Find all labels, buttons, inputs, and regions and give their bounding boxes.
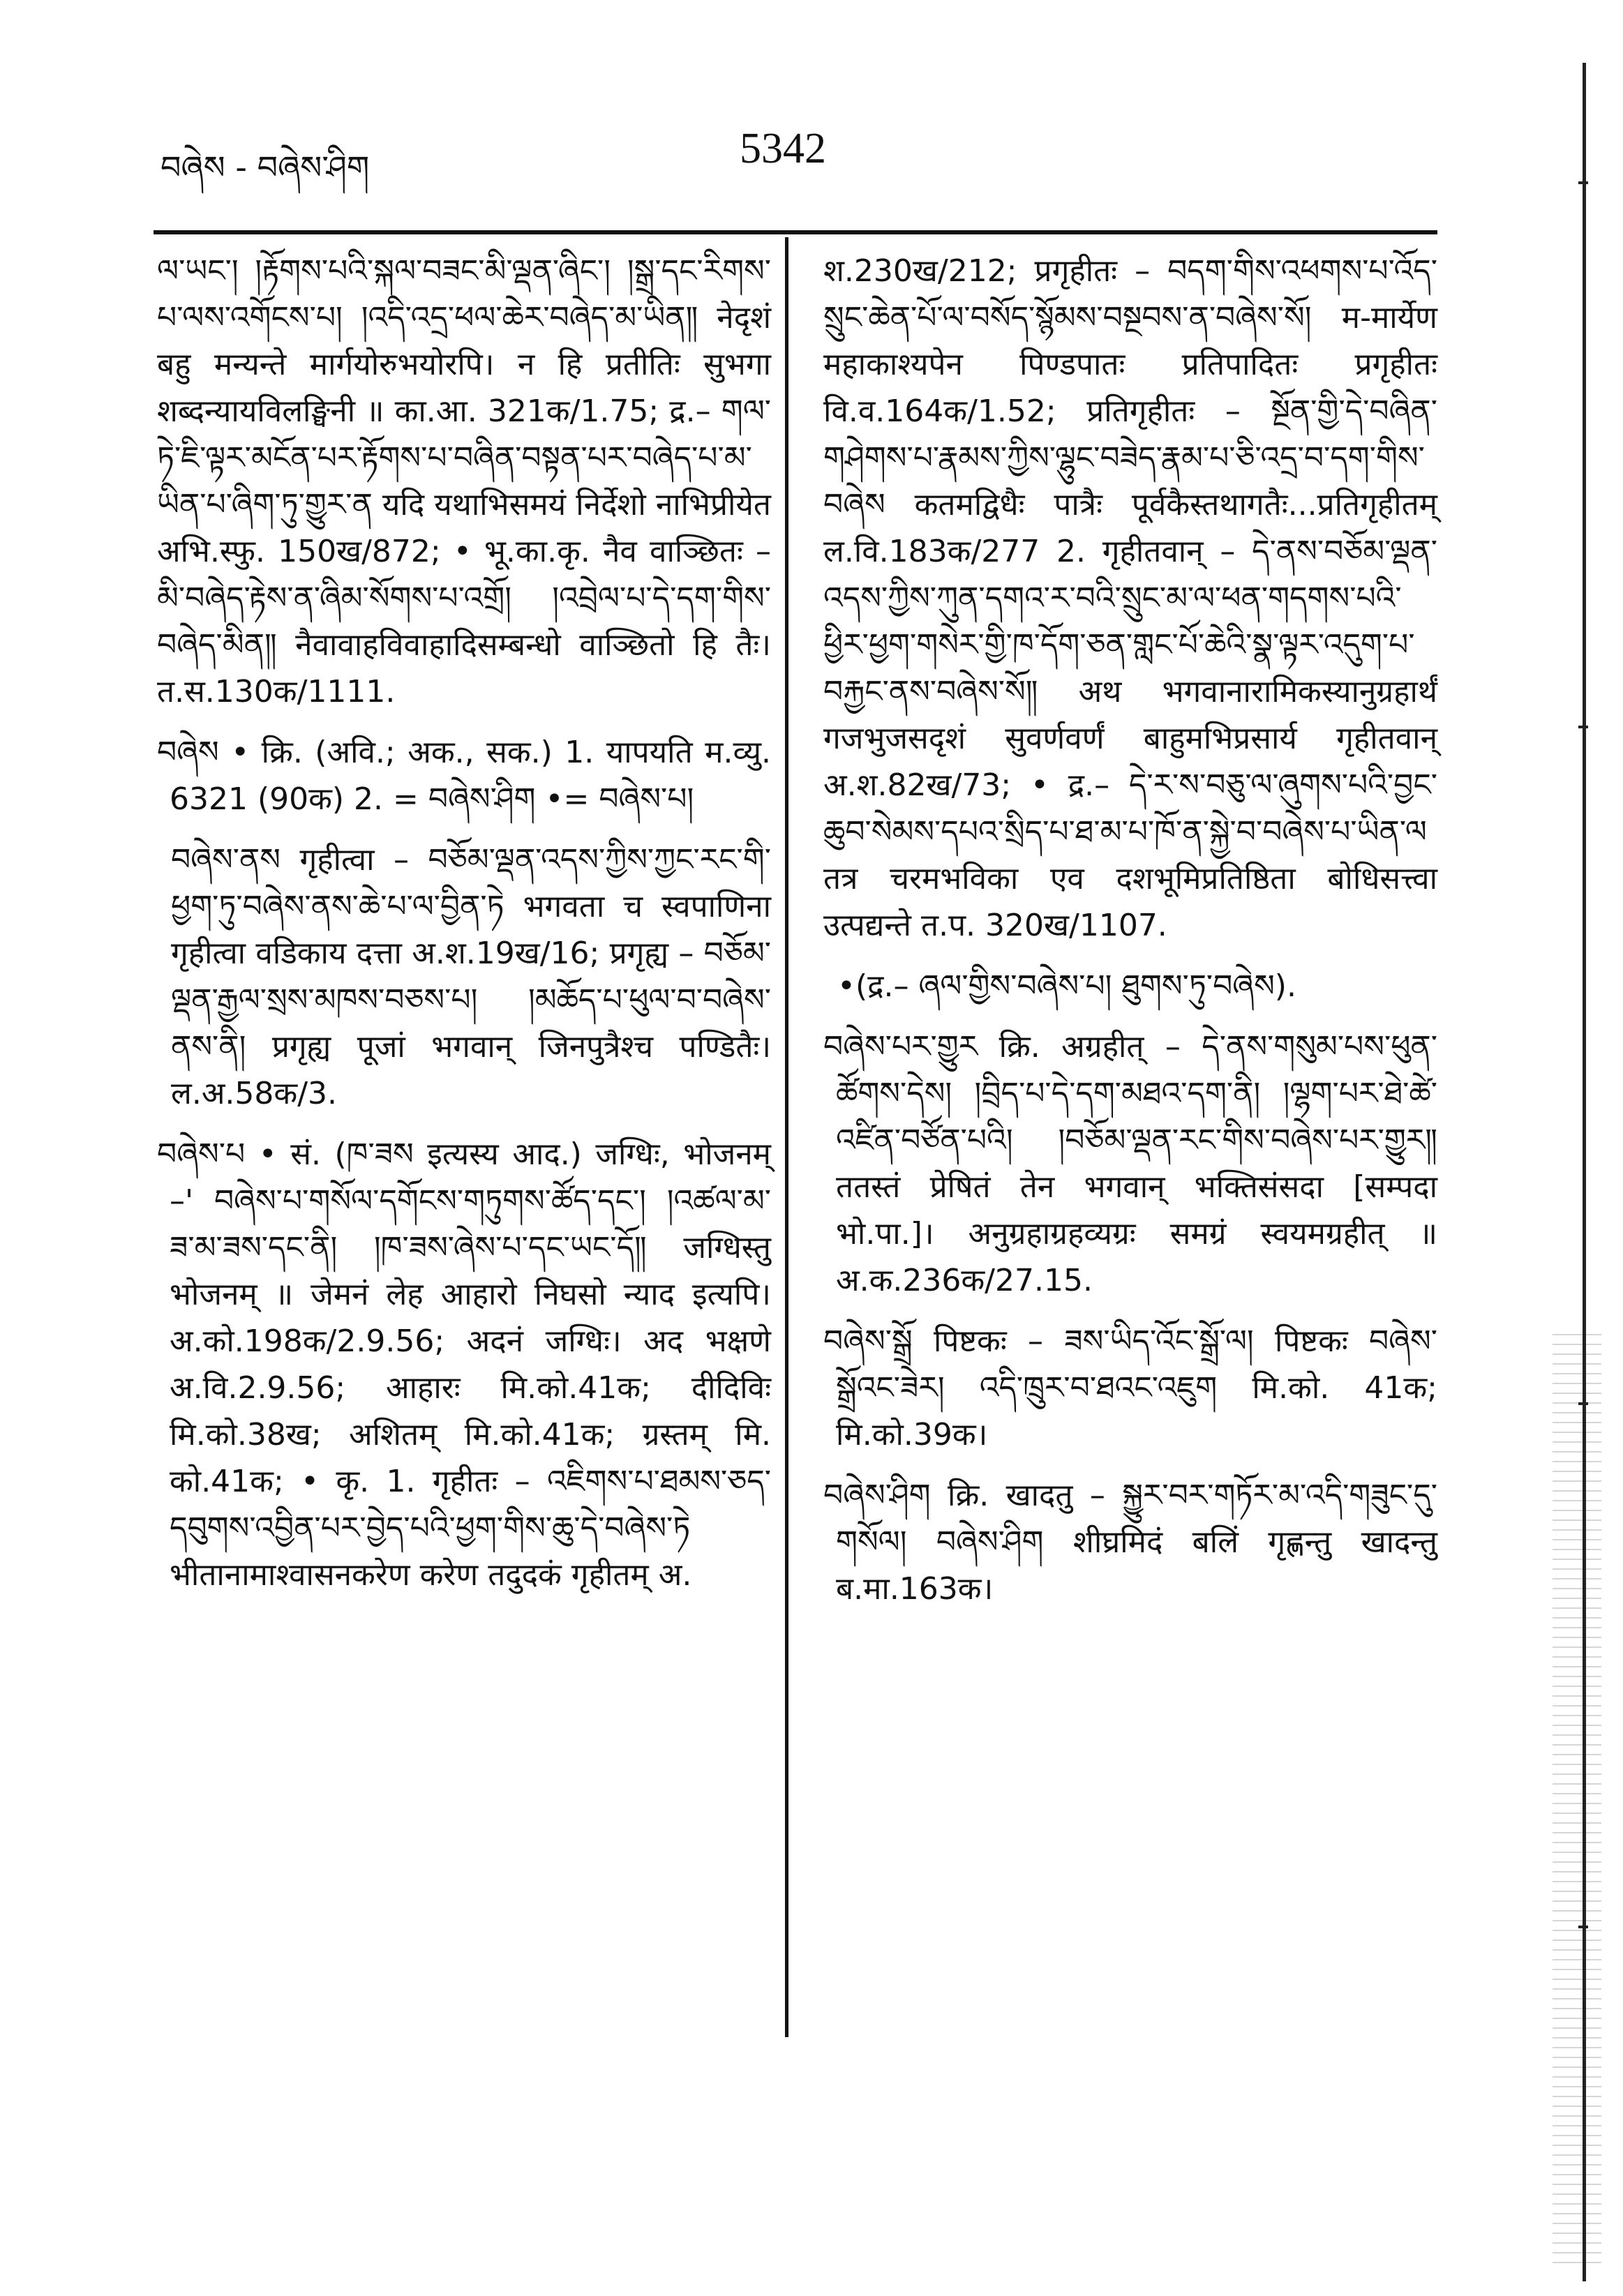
- scan-edge-tick: [1578, 726, 1588, 728]
- scan-edge-tick: [1578, 1402, 1588, 1405]
- entry-continuation: ལ་ཡང་། །རྟོགས་པའི་སྐལ་བཟང་མི་ལྡན་ཞིང་། །སྒྲ་དང་རིགས་པ་ལས་འགོངས་པ། །འདི་འདྲ་ཕལ་ཆེར་བཞེད་མ་ཡིན༎ नेदृशं बहु मन्यन्ते मार्गयोरुभयोरपि। न हि प्रतीतिः सुभगा शब्दन्यायविलङ्घिनी ॥ का.आ. 321क/1.75; द्र.– གལ་ཏེ་ཇི་ལྟར་མངོན་པར་རྟོགས་པ་བཞིན་བསྟན་པར་བཞེད་པ་མ་ཡིན་པ་ཞིག་ཏུ་གྱུར་ན यदि यथाभिसमयं निर्देशो नाभिप्रीयेत अभि.स्फु. 150ख/872; • भू.का.कृ. नैव वाञ्छितः – མི་བཞེད་རྟེས་ན་ཞིམ་སོགས་པ་འགྲོ། །འབྲེལ་པ་དེ་དག་གིས་བཞེད་མིན༎ नैवावाहविवाहादिसम्बन्धो वाञ्छितो हि तैः। त.स.130क/1111.: [157, 253, 771, 710]
- dictionary-entry: བཞེས་པ • सं. (ཁ་ཟས इत्यस्य आद.) जग्धिः, भोजनम् –' བཞེས་པ་གསོལ་དགོངས་གཏུགས་ཚོད་དང་། །འཚལ་མ་ཟ་མ་ཟས་དང་ནི། །ཁ་ཟས་ཞེས་པ་དང་ཡང་དོ༎ जग्धिस्तु भोजनम् ॥ जेमनं लेह आहारो निघसो न्याद इत्यपि। अ.को.198क/2.9.56; अदनं जग्धिः। अद भक्षणे अ.वि.2.9.56; आहारः मि.को.41क; दीदिविः मि.को.38ख; अशितम् मि.को.41क; ग्रस्तम् मि. को.41क; • कृ. 1. गृहीतः – འཇིགས་པ་ཐམས་ཅད་དབུགས་འབྱིན་པར་བྱེད་པའི་ཕྱག་གིས་ཆུ་དེ་བཞེས་ཏེ भीतानामाश्वासनकरेण करेण तदुदकं गृहीतम् अ.: [157, 1136, 771, 1593]
- scan-edge-tick: [1578, 181, 1588, 184]
- header-rule: [154, 230, 1437, 234]
- dictionary-entry: བཞེས་པར་གྱུར क्रि. अग्रहीत् – དེ་ནས་གསུམ་པས་ཕུན་ཚོགས་དེས། །བྲིད་པ་དེ་དག་མཐའ་དག་ནི། །ལྷག་པར་ཐེ་ཚེ་འཛིན་བཙོན་པའི། །བཅོམ་ལྡན་རང་གིས་བཞེས་པར་གྱུར༎ ततस्तं प्रेषितं तेन भगवान् भक्तिसंसदा [सम्पदा भो.पा.]। अनुग्रहाग्रहव्यग्रः समग्रं स्वयमग्रहीत् ॥ अ.क.236क/27.15.: [823, 1029, 1437, 1298]
- page-number: 5342: [740, 125, 826, 172]
- left-column: [157, 248, 771, 1612]
- running-headword: བཞེས - བཞེས་ཤིག: [160, 149, 370, 186]
- cross-reference: •(द्र.– ཞལ་གྱིས་བཞེས་པ། ཐུགས་ཏུ་བཞེས).: [837, 968, 1296, 1004]
- entry-continuation: श.230ख/212; प्रगृहीतः – བདག་གིས་འཕགས་པ་འོད་སྲུང་ཆེན་པོ་ལ་བསོད་སྙོམས་བསྔབས་ན་བཞེས་སོ། म-मार्येण महाकाश्यपेन पिण्डपातः प्रतिपादितः प्रगृहीतः वि.व.164क/1.52; प्रतिगृहीतः – སྔོན་གྱི་དེ་བཞིན་གཤེགས་པ་རྣམས་ཀྱིས་ལྷུང་བཟེད་རྣམ་པ་ཅི་འདྲ་བ་དག་གིས་བཞེས कतमद्विधैः पात्रैः पूर्वकैस्तथागतैः...प्रतिगृहीतम् ल.वि.183क/277 2. गृहीतवान् – དེ་ནས་བཅོམ་ལྡན་འདས་ཀྱིས་ཀུན་དགའ་ར་བའི་སྲུང་མ་ལ་ཕན་གདགས་པའི་ཕྱིར་ཕྱག་གསེར་གྱི་ཁ་དོག་ཅན་གླང་པོ་ཆེའི་སྣ་ལྟར་འདུག་པ་བརྐྱང་ནས་བཞེས་སོ༎ अथ भगवानारामिकस्यानुग्रहार्थं गजभुजसदृशं सुवर्णवर्णं बाहुमभिप्रसार्य गृहीतवान् अ.श.82ख/73; • द्र.– དེ་ར་ས་བཅུ་ལ་ཞུགས་པའི་བྱང་ཆུབ་སེམས་དཔའ་སྲིད་པ་ཐ་མ་པ་ཁོ་ན་སྐྱེ་བ་བཞེས་པ་ཡིན་ལ तत्र चरमभविका एव दशभूमिप्रतिष्ठिता बोधिसत्त्वा उत्पद्यन्ते त.प. 320ख/1107.: [823, 253, 1437, 943]
- right-column: [823, 248, 1437, 1626]
- column-divider: [785, 237, 788, 2037]
- scan-edge-noise: [1553, 1326, 1601, 2267]
- scan-edge-line: [1583, 63, 1586, 2281]
- page-header: [154, 119, 1444, 195]
- dictionary-entry: བཞེས་སྒྲོ पिष्टकः – ཟས་ཡིད་འོང་སྒྲོ་ལ། पिष्टकः བཞེས་སྒྲོའང་ཟེར། འདི་ཁྲུར་བ་ཐའང་འཇུག मि.को. 41क; मि.को.39क।: [823, 1323, 1437, 1453]
- dictionary-entry: བཞེས་ཤིག क्रि. खादतु – སྐྱུར་བར་གཏོར་མ་འདི་གཟུང་དུ་གསོལ། བཞེས་ཤིག शीघ्रमिदं बलिं गृह्णन्तु खादन्तु ब.मा.163क।: [823, 1478, 1437, 1607]
- dictionary-subentry: བཞེས་ནས गृहीत्वा – བཅོམ་ལྡན་འདས་ཀྱིས་ཀྱང་རང་གི་ཕྱག་ཏུ་བཞེས་ནས་ཆེ་པ་ལ་བྱིན་ཏེ भगवता च स्वपाणिना गृहीत्वा वडिकाय दत्ता अ.श.19ख/16; प्रगृह्य – བཅོམ་ལྡན་རྒྱལ་སྲས་མཁས་བཅས་པ། །མཆོད་པ་ཕུལ་བ་བཞེས་ནས་ནི། प्रगृह्य पूजां भगवान् जिनपुत्रैश्च पण्डितैः। ल.अ.58क/3.: [171, 842, 771, 1111]
- dictionary-entry: བཞེས • क्रि. (अवि.; अक., सक.) 1. यापयति म.व्यु. 6321 (90क) 2. = བཞེས་ཤིག •= བཞེས་པ།: [157, 735, 771, 817]
- scan-edge-tick: [1578, 1926, 1588, 1928]
